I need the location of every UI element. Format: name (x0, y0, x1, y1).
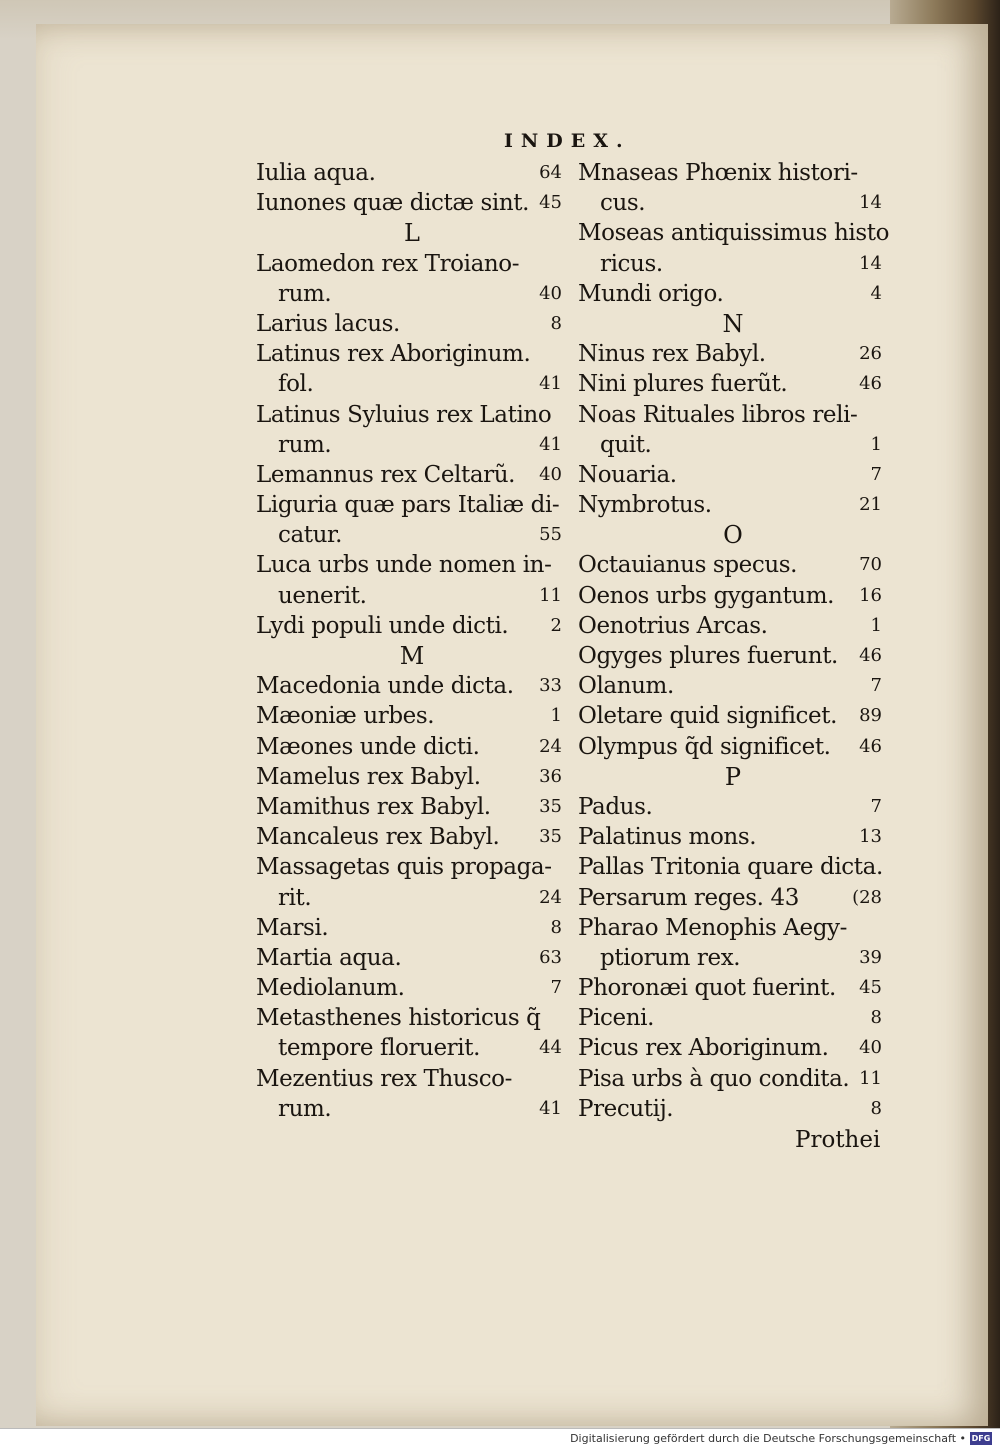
index-entry (256, 883, 568, 913)
index-entry-page-number: 4 (870, 282, 882, 304)
index-entry (256, 611, 568, 641)
catchword: Prothei (795, 1127, 881, 1153)
index-entry-page-number: 41 (539, 1097, 562, 1119)
index-entry-text: Pallas Tritonia quare dicta. (578, 854, 883, 881)
index-entry-page-number: 45 (859, 977, 882, 999)
index-entry-text: Mæoniæ urbes. (256, 703, 435, 730)
index-entry-text: Macedonia unde dicta. (256, 673, 514, 700)
index-entry-text: ricus. (600, 250, 663, 277)
index-entry (578, 852, 888, 882)
index-entry-text: uenerit. (278, 582, 367, 609)
index-entry (256, 1094, 568, 1124)
index-entry-text: Olympus q̃d significet. (578, 733, 831, 760)
index-entry (256, 460, 568, 490)
index-entry (578, 913, 888, 943)
index-entry-text: Metasthenes historicus q̃ (256, 1005, 541, 1032)
index-entry-text: Nymbrotus. (578, 492, 712, 519)
index-entry (578, 973, 888, 1003)
index-entry-text: Mamithus rex Babyl. (256, 793, 491, 820)
index-entry (256, 913, 568, 943)
index-entry (578, 339, 888, 369)
index-entry (256, 369, 568, 399)
index-entry-page-number: 40 (539, 463, 562, 485)
index-entry-page-number: 46 (859, 373, 882, 395)
index-entry-text: Marsi. (256, 914, 329, 941)
index-entry-text: Iulia aqua. (256, 160, 376, 186)
index-entry-page-number: (28 (852, 886, 882, 908)
index-entry-text: Olanum. (578, 673, 674, 700)
index-entry-text: Mediolanum. (256, 975, 405, 1002)
index-entry-page-number: 44 (539, 1037, 562, 1059)
index-entry (578, 732, 888, 762)
index-entry-text: Moseas antiquissimus histo (578, 220, 890, 247)
index-entry-page-number: 21 (859, 494, 882, 516)
index-entry-text: Oenos urbs gygantum. (578, 582, 835, 609)
index-column-right (578, 158, 888, 1124)
index-entry (256, 732, 568, 762)
index-entry (578, 369, 888, 399)
index-entry (256, 822, 568, 852)
index-entry-text: Larius lacus. (256, 310, 400, 337)
index-entry-page-number: 14 (859, 192, 882, 214)
index-entry-text: Massagetas quis propaga- (256, 854, 552, 881)
index-entry (256, 943, 568, 973)
index-entry (256, 973, 568, 1003)
index-entry-text: Mancaleus rex Babyl. (256, 824, 500, 851)
index-entry-page-number: 8 (550, 312, 562, 334)
index-entry (578, 611, 888, 641)
index-entry (256, 550, 568, 580)
index-entry-text: Mnaseas Phœnix histori- (578, 160, 858, 186)
index-entry-text: ptiorum rex. (600, 944, 741, 971)
index-entry (578, 701, 888, 731)
index-entry (578, 490, 888, 520)
index-entry-page-number: 35 (539, 826, 562, 848)
index-entry-text: Phoronæi quot fuerint. (578, 975, 836, 1002)
index-section-letter: O (723, 521, 743, 550)
index-entry (256, 188, 568, 218)
index-entry-text: Lydi populi unde dicti. (256, 612, 509, 639)
index-entry-text: Latinus rex Aboriginum. (256, 341, 531, 368)
index-entry-text: Pisa urbs à quo condita. (578, 1065, 850, 1092)
index-section-letter: L (404, 219, 420, 248)
index-section-letter: P (724, 762, 742, 791)
index-entry-text: Nouaria. (578, 461, 677, 488)
index-entry-page-number: 8 (550, 916, 562, 938)
index-entry-page-number: 89 (859, 705, 882, 727)
index-entry-page-number: 7 (870, 675, 882, 697)
index-entry-text: Mamelus rex Babyl. (256, 763, 481, 790)
index-entry-text: Mundi origo. (578, 280, 724, 307)
footer-credit: Digitalisierung gefördert durch die Deutsche Forschungsgemeinschaft • (570, 1432, 966, 1445)
index-entry (256, 249, 568, 279)
index-entry (256, 520, 568, 550)
index-entry-text: quit. (600, 431, 652, 458)
index-entry-text: rum. (278, 431, 332, 458)
dfg-logo-icon: DFG (971, 1434, 991, 1443)
index-entry-text: rum. (278, 1095, 332, 1122)
index-entry-page-number: 39 (859, 946, 882, 968)
index-entry-text: rit. (278, 884, 312, 911)
index-entry (578, 792, 888, 822)
index-section-letter: M (399, 642, 425, 670)
index-entry (578, 671, 888, 701)
index-entry (578, 943, 888, 973)
index-entry (256, 852, 568, 882)
index-entry-text: Lemannus rex Celtarũ. (256, 461, 516, 488)
index-entry-page-number: 33 (539, 675, 562, 697)
index-entry-text: Oletare quid significet. (578, 703, 837, 730)
index-entry (256, 581, 568, 611)
index-entry (256, 400, 568, 430)
index-entry (256, 701, 568, 731)
index-entry (256, 762, 568, 792)
index-entry-page-number: 24 (539, 886, 562, 908)
index-entry-text: Precutij. (578, 1095, 674, 1122)
index-entry (578, 1064, 888, 1094)
index-entry-page-number: 11 (859, 1067, 882, 1089)
index-entry-page-number: 63 (539, 946, 562, 968)
index-entry-text: Mezentius rex Thusco- (256, 1065, 512, 1092)
index-entry-page-number: 13 (859, 826, 882, 848)
index-entry-page-number: 14 (859, 252, 882, 274)
index-entry-text: catur. (278, 522, 343, 549)
index-entry-page-number: 40 (539, 282, 562, 304)
index-entry (256, 1064, 568, 1094)
index-entry-text: Ninus rex Babyl. (578, 341, 766, 368)
index-entry-page-number: 35 (539, 795, 562, 817)
index-entry-text: Persarum reges. 43 (578, 884, 799, 911)
index-entry-text: Luca urbs unde nomen in- (256, 552, 552, 579)
digitization-footer (0, 1428, 1000, 1449)
index-entry-page-number: 24 (539, 735, 562, 757)
index-entry-text: Oenotrius Arcas. (578, 612, 768, 639)
index-entry-text: Martia aqua. (256, 944, 402, 971)
index-entry-page-number: 41 (539, 373, 562, 395)
index-entry-page-number: 64 (539, 162, 562, 183)
index-entry-page-number: 26 (859, 343, 882, 365)
index-entry-text: Noas Rituales libros reli- (578, 401, 858, 428)
index-entry-page-number: 11 (539, 584, 562, 606)
index-entry-text: cus. (600, 190, 646, 217)
index-entry-page-number: 16 (859, 584, 882, 606)
index-entry (578, 430, 888, 460)
index-entry-text: rum. (278, 280, 332, 307)
index-entry (578, 400, 888, 430)
index-entry-page-number: 46 (859, 735, 882, 757)
index-entry-text: Piceni. (578, 1005, 655, 1032)
index-entry (578, 581, 888, 611)
index-entry-text: tempore floruerit. (278, 1035, 480, 1062)
index-entry-page-number: 8 (870, 1007, 882, 1029)
index-entry-text: Iunones quæ dictæ sint. (256, 190, 530, 217)
index-entry-text: Laomedon rex Troiano- (256, 250, 520, 277)
index-entry-page-number: 2 (550, 614, 562, 636)
index-section-letter: N (722, 309, 744, 338)
index-entry-text: Nini plures fuerũt. (578, 371, 788, 398)
index-entry-page-number: 40 (859, 1037, 882, 1059)
index-entry (256, 430, 568, 460)
index-entry (256, 279, 568, 309)
index-entry-page-number: 1 (870, 614, 882, 636)
index-entry (578, 822, 888, 852)
index-entry-page-number: 46 (859, 645, 882, 666)
index-entry-text: fol. (278, 371, 314, 398)
index-entry (578, 1033, 888, 1063)
index-entry-page-number: 1 (870, 433, 882, 455)
running-head: INDEX. (504, 130, 631, 152)
index-entry (578, 279, 888, 309)
index-entry-text: Latinus Syluius rex Latino (256, 401, 552, 428)
index-entry (578, 1094, 888, 1124)
index-entry-text: Palatinus mons. (578, 824, 757, 851)
index-entry-text: Liguria quæ pars Italiæ di- (256, 492, 560, 519)
index-entry-text: Octauianus specus. (578, 552, 798, 579)
index-entry (578, 249, 888, 279)
index-entry-text: Ogyges plures fuerunt. (578, 643, 838, 669)
index-entry-text: Padus. (578, 793, 653, 820)
index-entry (256, 490, 568, 520)
index-entry (256, 1033, 568, 1063)
index-entry-page-number: 1 (550, 705, 562, 727)
index-entry (256, 339, 568, 369)
index-entry-page-number: 7 (550, 977, 562, 999)
index-entry (578, 641, 888, 671)
index-entry (578, 188, 888, 218)
index-entry (578, 460, 888, 490)
index-entry (256, 1003, 568, 1033)
index-entry-page-number: 7 (870, 795, 882, 817)
index-entry-page-number: 55 (539, 524, 562, 546)
index-entry-text: Pharao Menophis Aegy- (578, 914, 848, 941)
index-entry-page-number: 36 (539, 765, 562, 787)
index-entry-page-number: 45 (539, 192, 562, 214)
index-entry (578, 1003, 888, 1033)
index-entry-page-number: 70 (859, 554, 882, 576)
index-entry (578, 550, 888, 580)
index-entry (578, 158, 888, 188)
index-entry (578, 883, 888, 913)
index-entry (256, 671, 568, 701)
index-entry-page-number: 7 (870, 463, 882, 485)
index-entry-page-number: 8 (870, 1097, 882, 1119)
index-entry (256, 158, 568, 188)
index-entry (578, 218, 888, 248)
index-entry-text: Mæones unde dicti. (256, 733, 480, 760)
index-entry (256, 792, 568, 822)
index-column-left (256, 158, 568, 1124)
index-entry-page-number: 41 (539, 433, 562, 455)
index-entry (256, 309, 568, 339)
index-entry-text: Picus rex Aboriginum. (578, 1035, 829, 1062)
